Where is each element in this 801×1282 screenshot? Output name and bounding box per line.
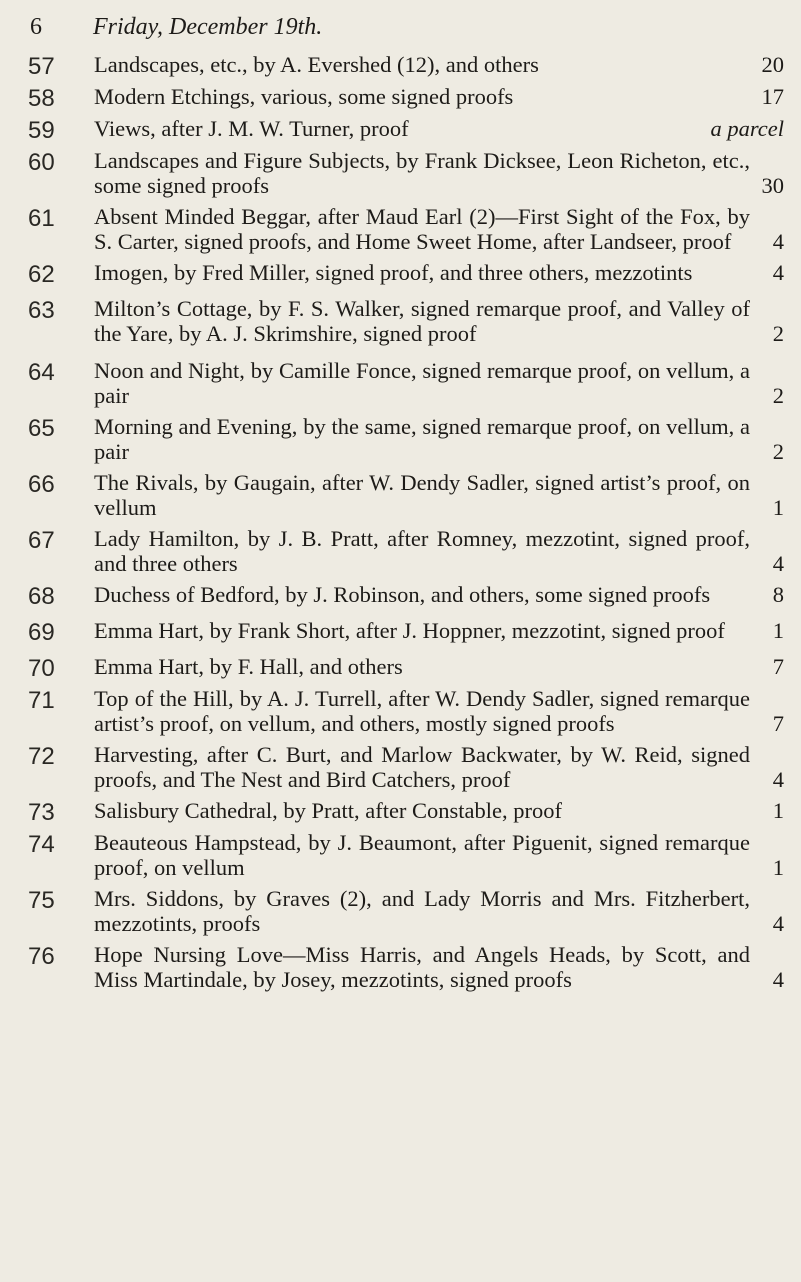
lot-number: 57	[28, 53, 55, 80]
lot-text: Beauteous Hampstead, by J. Beaumont, after Piguenit, signed remarque proof, on vellum	[94, 830, 750, 880]
lot-text: Landscapes, etc., by A. Evershed (12), and others	[94, 52, 539, 77]
lot-quantity: 2	[772, 439, 784, 464]
lot-list	[0, 48, 801, 992]
lot-description	[94, 204, 784, 254]
lot-item	[0, 148, 801, 198]
lot-item	[0, 84, 801, 114]
lot-number: 70	[28, 655, 55, 682]
lot-description	[94, 618, 784, 643]
lot-item	[0, 470, 801, 520]
lot-quantity: 7	[772, 711, 784, 736]
lot-item	[0, 654, 801, 684]
lot-text: Top of the Hill, by A. J. Turrell, after W. Dendy Sadler, signed remarque artist’s proof, on vellum, and others, mostly signed proofs	[94, 686, 750, 736]
lot-description	[94, 358, 784, 408]
lot-number: 74	[28, 831, 55, 858]
lot-description	[94, 830, 784, 880]
lot-text: Landscapes and Figure Subjects, by Frank Dicksee, Leon Richeton, etc., some signed proofs	[94, 148, 750, 198]
lot-item	[0, 204, 801, 254]
lot-description	[94, 582, 784, 607]
lot-number: 67	[28, 527, 55, 554]
lot-item	[0, 742, 801, 792]
page-number: 6	[30, 14, 42, 40]
lot-text: Modern Etchings, various, some signed proofs	[94, 84, 514, 109]
lot-item	[0, 686, 801, 736]
lot-item	[0, 414, 801, 464]
lot-item	[0, 942, 801, 992]
lot-item	[0, 52, 801, 82]
lot-item	[0, 358, 801, 408]
lot-quantity: 2	[772, 321, 784, 346]
lot-text: Emma Hart, by Frank Short, after J. Hoppner, mezzotint, signed proof	[94, 618, 725, 643]
lot-number: 62	[28, 261, 55, 288]
lot-text: Harvesting, after C. Burt, and Marlow Backwater, by W. Reid, signed proofs, and The Nest and Bird Catchers, proof	[94, 742, 750, 792]
lot-item	[0, 116, 801, 146]
lot-description	[94, 654, 784, 679]
lot-quantity: 2	[772, 383, 784, 408]
lot-text: Emma Hart, by F. Hall, and others	[94, 654, 403, 679]
lot-text: Views, after J. M. W. Turner, proof	[94, 116, 409, 141]
lot-text: Morning and Evening, by the same, signed remarque proof, on vellum, a pair	[94, 414, 750, 464]
lot-item	[0, 618, 801, 648]
lot-item	[0, 582, 801, 612]
lot-quantity: 1	[772, 798, 784, 823]
lot-text: Duchess of Bedford, by J. Robinson, and others, some signed proofs	[94, 582, 711, 607]
lot-item	[0, 296, 801, 346]
lot-text: Noon and Night, by Camille Fonce, signed remarque proof, on vellum, a pair	[94, 358, 750, 408]
lot-description	[94, 84, 784, 109]
lot-item	[0, 886, 801, 936]
lot-number: 76	[28, 943, 55, 970]
lot-quantity: 4	[772, 551, 784, 576]
lot-description	[94, 742, 784, 792]
lot-number: 68	[28, 583, 55, 610]
lot-text: Absent Minded Beggar, after Maud Earl (2)—First Sight of the Fox, by S. Carter, signed proofs, and Home Sweet Home, after Landseer, proof	[94, 204, 750, 254]
lot-quantity: 4	[772, 229, 784, 254]
lot-text: Lady Hamilton, by J. B. Pratt, after Romney, mezzotint, signed proof, and three others	[94, 526, 750, 576]
lot-quantity: 1	[772, 855, 784, 880]
lot-description	[94, 798, 784, 823]
lot-item	[0, 260, 801, 290]
lot-number: 66	[28, 471, 55, 498]
lot-number: 59	[28, 117, 55, 144]
lot-item	[0, 526, 801, 576]
lot-description	[94, 470, 784, 520]
lot-quantity: 17	[761, 84, 784, 109]
lot-description	[94, 296, 784, 346]
lot-text: Mrs. Siddons, by Graves (2), and Lady Morris and Mrs. Fitzherbert, mezzotints, proofs	[94, 886, 750, 936]
lot-item	[0, 798, 801, 828]
lot-item	[0, 830, 801, 880]
lot-number: 65	[28, 415, 55, 442]
lot-description	[94, 686, 784, 736]
lot-quantity: 7	[772, 654, 784, 679]
lot-number: 75	[28, 887, 55, 914]
page-header: Friday, December 19th.	[93, 14, 323, 40]
lot-number: 60	[28, 149, 55, 176]
lot-number: 64	[28, 359, 55, 386]
lot-number: 72	[28, 743, 55, 770]
lot-text: Salisbury Cathedral, by Pratt, after Constable, proof	[94, 798, 563, 823]
lot-text: Hope Nursing Love—Miss Harris, and Angels Heads, by Scott, and Miss Martindale, by Josey, mezzotints, signed proofs	[94, 942, 750, 992]
lot-description	[94, 52, 784, 77]
lot-text: Milton’s Cottage, by F. S. Walker, signed remarque proof, and Valley of the Yare, by A. J. Skrimshire, signed proof	[94, 296, 750, 346]
lot-description	[94, 116, 784, 141]
lot-number: 63	[28, 297, 55, 324]
lot-quantity: 4	[772, 767, 784, 792]
lot-number: 58	[28, 85, 55, 112]
lot-quantity: 1	[772, 618, 784, 643]
lot-quantity: a parcel	[710, 116, 784, 141]
lot-description	[94, 148, 784, 198]
lot-quantity: 30	[761, 173, 784, 198]
lot-quantity: 1	[772, 495, 784, 520]
lot-quantity: 4	[772, 967, 784, 992]
lot-description	[94, 942, 784, 992]
lot-quantity: 8	[772, 582, 784, 607]
lot-number: 71	[28, 687, 55, 714]
lot-quantity: 20	[761, 52, 784, 77]
lot-description	[94, 260, 784, 285]
lot-text: The Rivals, by Gaugain, after W. Dendy Sadler, signed artist’s proof, on vellum	[94, 470, 750, 520]
lot-text: Imogen, by Fred Miller, signed proof, and three others, mezzotints	[94, 260, 693, 285]
lot-quantity: 4	[772, 911, 784, 936]
lot-number: 61	[28, 205, 55, 232]
lot-description	[94, 526, 784, 576]
lot-number: 73	[28, 799, 55, 826]
lot-quantity: 4	[772, 260, 784, 285]
lot-description	[94, 886, 784, 936]
lot-description	[94, 414, 784, 464]
lot-number: 69	[28, 619, 55, 646]
